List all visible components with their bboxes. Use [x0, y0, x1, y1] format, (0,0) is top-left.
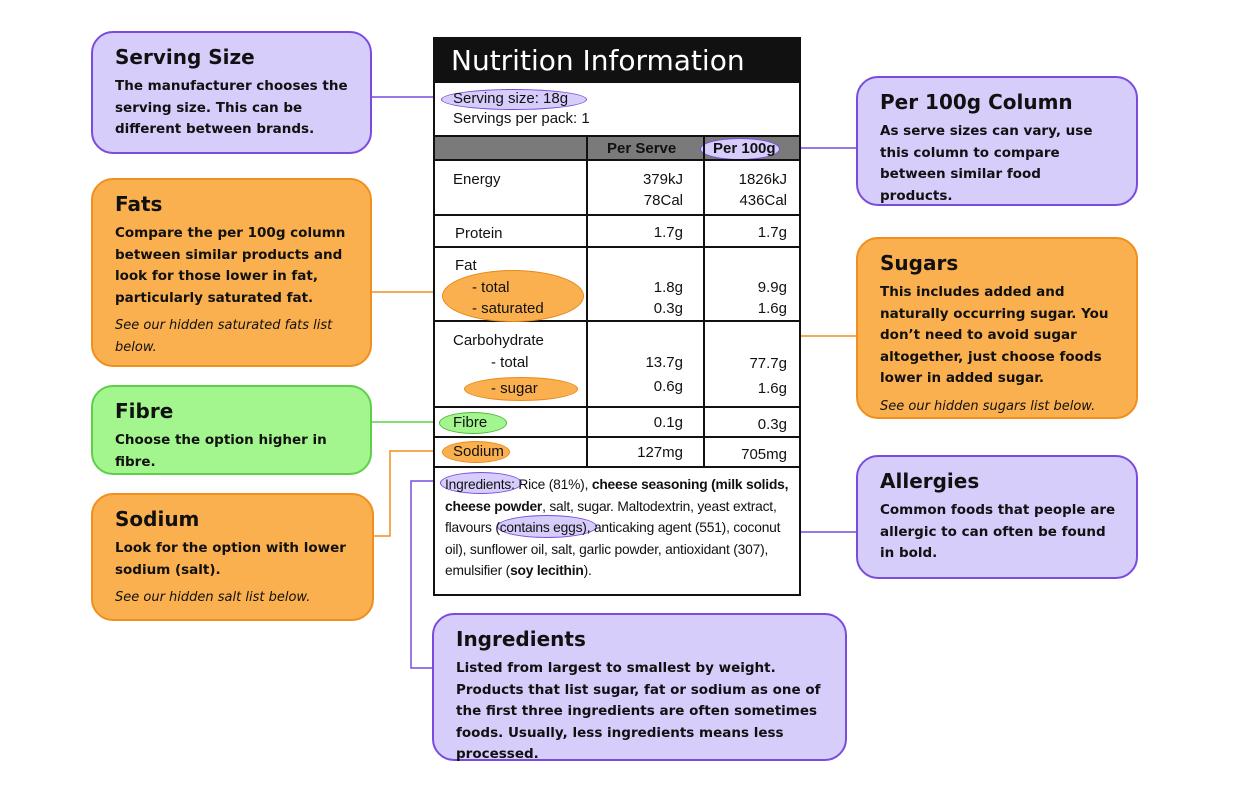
ingredients-text — [445, 474, 797, 582]
callout-body: This includes added and naturally occurring sugar. You don’t need to avoid sugar altogether, just choose foods lower in added sugar. — [880, 284, 1109, 386]
callout-body: As serve sizes can vary, use this column to compare between similar food products. — [880, 123, 1093, 204]
energy-label: Energy — [453, 171, 501, 188]
fibre-100g: 0.3g — [757, 416, 787, 433]
callout-serving-size — [91, 31, 372, 154]
callout-body: Look for the option with lower sodium (salt). — [115, 540, 346, 578]
callout-note: See our hidden saturated fats list below. — [115, 318, 333, 355]
ingredients-part: , anticaking agent (551), coconut oil), sunflower oil, salt, garlic powder, antioxidant (307), emulsifier ( — [445, 520, 781, 578]
callout-title: Fats — [115, 192, 163, 216]
protein-serve: 1.7g — [653, 224, 683, 241]
sodium-100g: 705mg — [741, 446, 787, 463]
fat-saturated-serve: 0.3g — [653, 300, 683, 317]
sodium-label: Sodium — [453, 443, 504, 460]
callout-title: Allergies — [880, 469, 980, 493]
ingredients-bold-cheese: cheese seasoning (milk solids, cheese powder — [445, 477, 789, 514]
nutrition-panel — [433, 37, 801, 596]
carbohydrate-total-label: - total — [491, 354, 529, 371]
sodium-serve: 127mg — [637, 444, 683, 461]
callout-title: Serving Size — [115, 45, 255, 69]
callout-fibre — [91, 385, 372, 475]
connector-sodium — [374, 451, 442, 536]
column-per-serve: Per Serve — [607, 140, 677, 157]
servings-per-pack: Servings per pack: 1 — [453, 110, 590, 127]
callout-body: Listed from largest to smallest by weight. Products that list sugar, fat or sodium as one of the first three ingredients are often sometimes foods. Usually, less ingredients means less processed. — [456, 660, 821, 762]
rule — [435, 214, 799, 216]
fibre-label: Fibre — [453, 414, 488, 431]
column-divider — [703, 135, 705, 468]
callout-body: The manufacturer chooses the serving size. This can be different between brands. — [115, 78, 348, 137]
callout-title: Per 100g Column — [880, 90, 1073, 114]
fibre-serve: 0.1g — [653, 414, 683, 431]
fat-total-100g: 9.9g — [757, 279, 787, 296]
ingredients-part: ). — [583, 563, 592, 578]
rule — [435, 436, 799, 438]
ingredients-part: , salt, sugar. Maltodextrin, yeast extract, flavours — [445, 498, 777, 535]
carbohydrate-total-serve: 13.7g — [645, 354, 683, 371]
protein-100g: 1.7g — [757, 224, 787, 241]
energy-serve-cal: 78Cal — [643, 192, 683, 209]
rule — [435, 159, 799, 161]
fat-saturated-100g: 1.6g — [757, 300, 787, 317]
ingredients-part: Rice (81%), — [514, 477, 592, 492]
rule — [435, 466, 799, 468]
callout-title: Sodium — [115, 507, 200, 531]
callout-per100g — [856, 76, 1138, 206]
ingredients-bold-soy: soy lecithin — [510, 563, 584, 578]
energy-100g-cal: 436Cal — [739, 192, 787, 209]
callout-fats — [91, 178, 372, 367]
callout-body: Compare the per 100g column between similar products and look for those lower in fat, particularly saturated fat. — [115, 225, 346, 306]
energy-100g-kj: 1826kJ — [738, 171, 787, 188]
energy-serve-kj: 379kJ — [642, 171, 683, 188]
protein-label: Protein — [455, 225, 503, 242]
carbohydrate-sugar-100g: 1.6g — [757, 380, 787, 397]
callout-sodium — [91, 493, 374, 621]
callout-ingredients — [432, 613, 847, 761]
fat-total-label: - total — [472, 279, 510, 296]
callout-sugars — [856, 237, 1138, 419]
callout-body: Choose the option higher in fibre. — [115, 432, 327, 470]
fat-label: Fat — [455, 257, 477, 274]
serving-size: Serving size: 18g — [453, 90, 569, 107]
carbohydrate-total-100g: 77.7g — [749, 355, 787, 372]
carbohydrate-label: Carbohydrate — [453, 332, 544, 349]
callout-body: Common foods that people are allergic to can often be found in bold. — [880, 502, 1116, 561]
callout-title: Fibre — [115, 399, 174, 423]
ingredients-label: Ingredients: — [445, 477, 515, 492]
panel-title: Nutrition Information — [435, 39, 799, 83]
column-per-100g: Per 100g — [713, 140, 776, 157]
carbohydrate-sugar-serve: 0.6g — [653, 378, 683, 395]
callout-note: See our hidden sugars list below. — [880, 398, 1096, 414]
ingredients-contains-eggs: (contains eggs) — [495, 520, 587, 535]
callout-title: Ingredients — [456, 627, 586, 651]
fat-total-serve: 1.8g — [653, 279, 683, 296]
rule — [435, 135, 799, 137]
callout-allergies — [856, 455, 1138, 579]
rule — [435, 406, 799, 408]
rule — [435, 246, 799, 248]
column-divider — [586, 135, 588, 468]
fat-saturated-label: - saturated — [472, 300, 544, 317]
callout-title: Sugars — [880, 251, 959, 275]
callout-note: See our hidden salt list below. — [115, 590, 311, 605]
carbohydrate-sugar-label: - sugar — [491, 380, 538, 397]
